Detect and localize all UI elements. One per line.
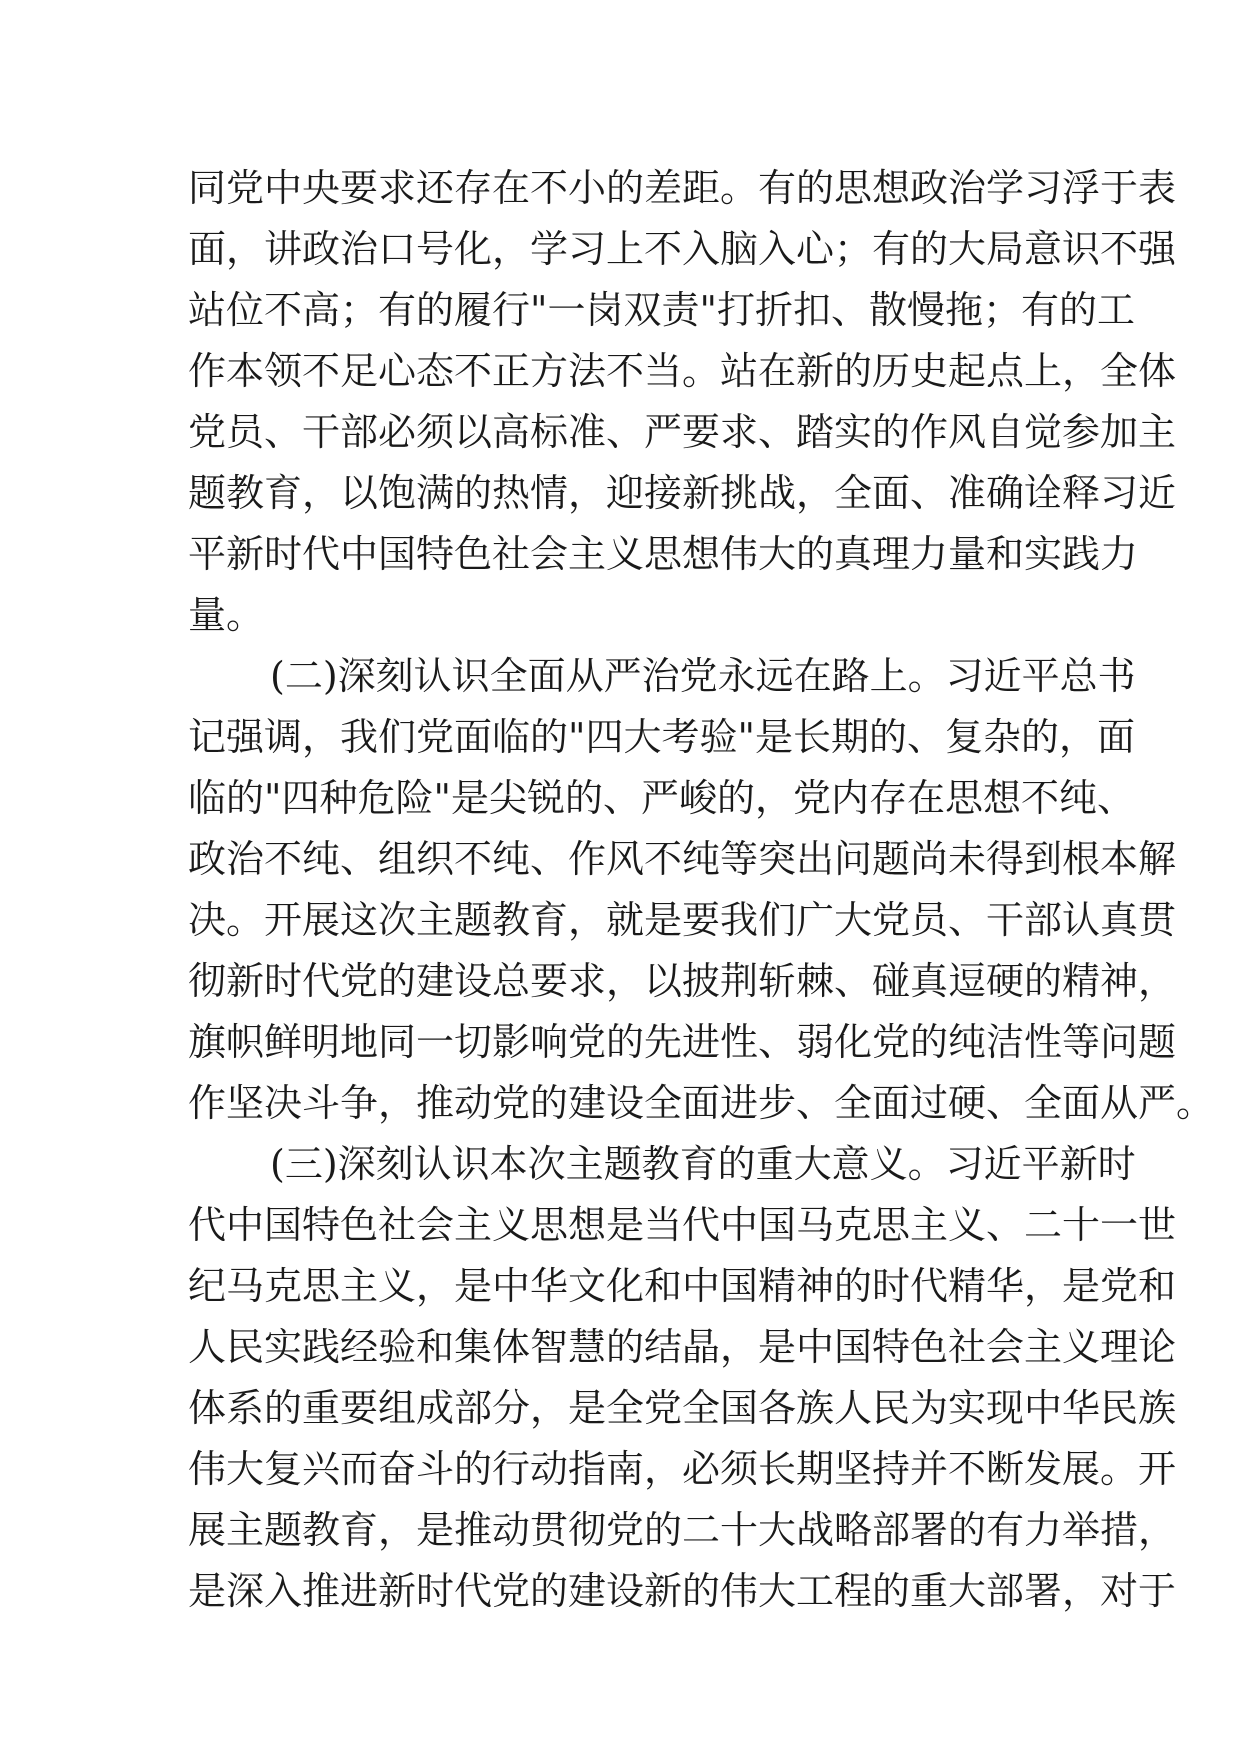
paragraph-section-3 [188, 1134, 1177, 1622]
text-line: 题教育，以饱满的热情，迎接新挑战，全面、准确诠释习近 [188, 471, 1177, 515]
text-line: 决。开展这次主题教育，就是要我们广大党员、干部认真贯 [188, 898, 1177, 942]
text-line: 人民实践经验和集体智慧的结晶，是中国特色社会主义理论 [188, 1325, 1177, 1369]
text-line: 体系的重要组成部分，是全党全国各族人民为实现中华民族 [188, 1386, 1177, 1430]
text-line: (三)深刻认识本次主题教育的重大意义。习近平新时 [270, 1142, 1136, 1186]
text-line: 展主题教育，是推动贯彻党的二十大战略部署的有力举措， [188, 1508, 1177, 1552]
text-line: 量。 [188, 593, 265, 637]
text-line: 党员、干部必须以高标准、严要求、踏实的作风自觉参加主 [188, 410, 1177, 454]
text-line: 平新时代中国特色社会主义思想伟大的真理力量和实践力 [188, 532, 1139, 576]
text-line: 代中国特色社会主义思想是当代中国马克思主义、二十一世 [188, 1203, 1177, 1247]
text-line: 记强调，我们党面临的"四大考验"是长期的、复杂的，面 [188, 715, 1135, 759]
paragraph-continuation [188, 158, 1177, 646]
text-line: 旗帜鲜明地同一切影响党的先进性、弱化党的纯洁性等问题 [188, 1020, 1177, 1064]
text-line: 面，讲政治口号化，学习上不入脑入心；有的大局意识不强 [188, 227, 1177, 271]
text-line: 政治不纯、组织不纯、作风不纯等突出问题尚未得到根本解 [188, 837, 1177, 881]
text-line: 作坚决斗争，推动党的建设全面进步、全面过硬、全面从严。 [188, 1081, 1215, 1125]
paragraph-section-2 [188, 646, 1215, 1134]
text-line: 纪马克思主义，是中华文化和中国精神的时代精华，是党和 [188, 1264, 1177, 1308]
text-line: (二)深刻认识全面从严治党永远在路上。习近平总书 [270, 654, 1136, 698]
text-line: 站位不高；有的履行"一岗双责"打折扣、散慢拖；有的工 [188, 288, 1135, 332]
text-line: 同党中央要求还存在不小的差距。有的思想政治学习浮于表 [188, 166, 1177, 210]
text-line: 彻新时代党的建设总要求，以披荆斩棘、碰真逗硬的精神， [188, 959, 1177, 1003]
text-line: 是深入推进新时代党的建设新的伟大工程的重大部署，对于 [188, 1569, 1177, 1613]
text-line: 作本领不足心态不正方法不当。站在新的历史起点上，全体 [188, 349, 1177, 393]
text-line: 临的"四种危险"是尖锐的、严峻的，党内存在思想不纯、 [188, 776, 1135, 820]
text-line: 伟大复兴而奋斗的行动指南，必须长期坚持并不断发展。开 [188, 1447, 1177, 1491]
document-body [188, 158, 1215, 1622]
